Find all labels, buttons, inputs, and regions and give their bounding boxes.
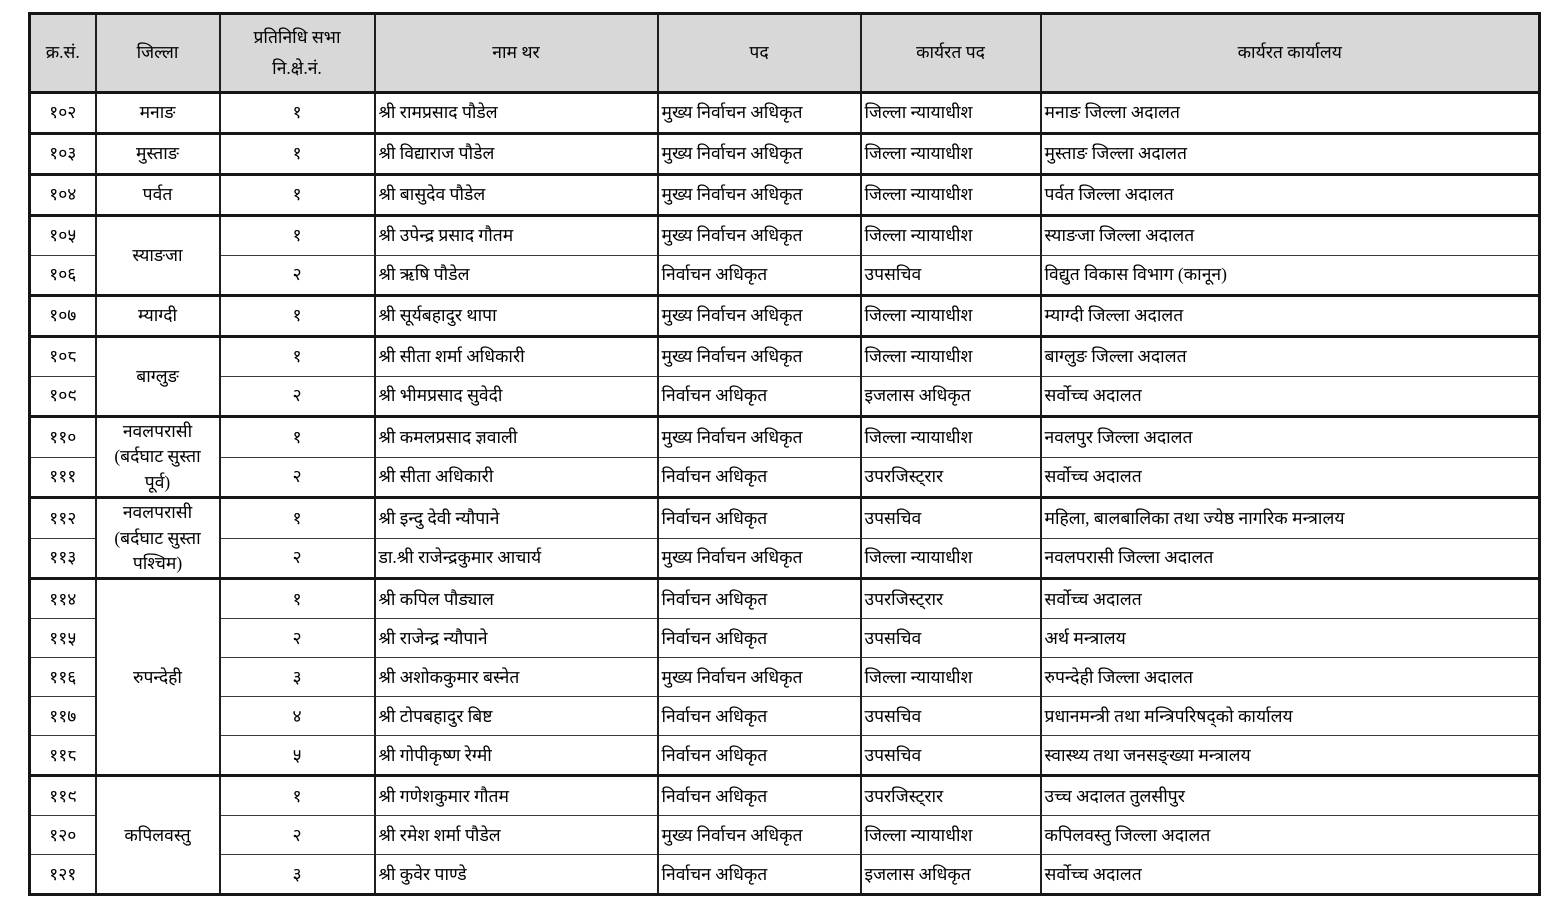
constituency-number-cell: १ (220, 337, 375, 377)
working-office-cell: बाग्लुङ जिल्ला अदालत (1041, 337, 1540, 377)
serial-number-cell: १२१ (30, 855, 96, 895)
working-office-cell: रुपन्देही जिल्ला अदालत (1041, 658, 1540, 697)
table-row (30, 776, 1540, 816)
position-cell: निर्वाचन अधिकृत (658, 619, 861, 658)
header-serial-number: क्र.सं. (30, 14, 96, 93)
table-row (30, 697, 1540, 736)
working-position-cell: जिल्ला न्यायाधीश (861, 134, 1041, 175)
working-position-cell: उपरजिस्ट्रार (861, 776, 1041, 816)
district-cell: स्याङजा (96, 216, 220, 296)
constituency-number-cell: १ (220, 579, 375, 619)
district-cell: नवलपरासी (बर्दघाट सुस्ता पूर्व) (96, 417, 220, 498)
table-row (30, 337, 1540, 377)
table-row (30, 855, 1540, 895)
district-cell: मनाङ (96, 93, 220, 134)
table-row (30, 736, 1540, 776)
working-position-cell: जिल्ला न्यायाधीश (861, 417, 1041, 458)
position-cell: मुख्य निर्वाचन अधिकृत (658, 658, 861, 697)
position-cell: निर्वाचन अधिकृत (658, 697, 861, 736)
constituency-number-cell: १ (220, 498, 375, 539)
working-position-cell: जिल्ला न्यायाधीश (861, 538, 1041, 579)
table-row (30, 134, 1540, 175)
name-cell: श्री राजेन्द्र न्यौपाने (375, 619, 658, 658)
constituency-number-cell: १ (220, 93, 375, 134)
serial-number-cell: १०४ (30, 175, 96, 216)
working-office-cell: नवलपरासी जिल्ला अदालत (1041, 538, 1540, 579)
working-office-cell: विद्युत विकास विभाग (कानून) (1041, 256, 1540, 296)
table-row (30, 538, 1540, 579)
serial-number-cell: ११५ (30, 619, 96, 658)
serial-number-cell: १०२ (30, 93, 96, 134)
header-district: जिल्ला (96, 14, 220, 93)
working-office-cell: मुस्ताङ जिल्ला अदालत (1041, 134, 1540, 175)
table-header (30, 14, 1540, 93)
position-cell: मुख्य निर्वाचन अधिकृत (658, 93, 861, 134)
constituency-number-cell: १ (220, 296, 375, 337)
constituency-number-cell: १ (220, 134, 375, 175)
district-cell: कपिलवस्तु (96, 776, 220, 895)
name-cell: श्री सीता अधिकारी (375, 457, 658, 498)
serial-number-cell: ११२ (30, 498, 96, 539)
working-position-cell: उपसचिव (861, 256, 1041, 296)
table-row (30, 498, 1540, 539)
serial-number-cell: १०६ (30, 256, 96, 296)
constituency-number-cell: २ (220, 457, 375, 498)
working-position-cell: उपसचिव (861, 619, 1041, 658)
working-position-cell: उपसचिव (861, 697, 1041, 736)
working-position-cell: इजलास अधिकृत (861, 855, 1041, 895)
name-cell: श्री कमलप्रसाद ज्ञवाली (375, 417, 658, 458)
position-cell: निर्वाचन अधिकृत (658, 377, 861, 417)
working-office-cell: महिला, बालबालिका तथा ज्येष्ठ नागरिक मन्त्रालय (1041, 498, 1540, 539)
position-cell: निर्वाचन अधिकृत (658, 457, 861, 498)
header-constituency (220, 14, 375, 93)
position-cell: मुख्य निर्वाचन अधिकृत (658, 816, 861, 855)
name-cell: श्री अशोककुमार बस्नेत (375, 658, 658, 697)
constituency-number-cell: ५ (220, 736, 375, 776)
working-position-cell: जिल्ला न्यायाधीश (861, 216, 1041, 256)
serial-number-cell: १०८ (30, 337, 96, 377)
constituency-number-cell: १ (220, 417, 375, 458)
table-row (30, 175, 1540, 216)
position-cell: निर्वाचन अधिकृत (658, 855, 861, 895)
working-position-cell: जिल्ला न्यायाधीश (861, 175, 1041, 216)
serial-number-cell: १०३ (30, 134, 96, 175)
district-cell: रुपन्देही (96, 579, 220, 776)
name-cell: श्री ऋषि पौडेल (375, 256, 658, 296)
serial-number-cell: ११३ (30, 538, 96, 579)
working-office-cell: नवलपुर जिल्ला अदालत (1041, 417, 1540, 458)
working-position-cell: जिल्ला न्यायाधीश (861, 296, 1041, 337)
working-position-cell: जिल्ला न्यायाधीश (861, 816, 1041, 855)
position-cell: मुख्य निर्वाचन अधिकृत (658, 216, 861, 256)
position-cell: मुख्य निर्वाचन अधिकृत (658, 337, 861, 377)
name-cell: श्री बासुदेव पौडेल (375, 175, 658, 216)
position-cell: मुख्य निर्वाचन अधिकृत (658, 538, 861, 579)
table-row (30, 457, 1540, 498)
working-position-cell: उपसचिव (861, 736, 1041, 776)
constituency-number-cell: १ (220, 776, 375, 816)
working-position-cell: जिल्ला न्यायाधीश (861, 337, 1041, 377)
header-name: नाम थर (375, 14, 658, 93)
serial-number-cell: १०७ (30, 296, 96, 337)
working-position-cell: उपरजिस्ट्रार (861, 579, 1041, 619)
position-cell: निर्वाचन अधिकृत (658, 579, 861, 619)
working-office-cell: उच्च अदालत तुलसीपुर (1041, 776, 1540, 816)
name-cell: श्री रमेश शर्मा पौडेल (375, 816, 658, 855)
serial-number-cell: ११० (30, 417, 96, 458)
working-office-cell: स्याङजा जिल्ला अदालत (1041, 216, 1540, 256)
district-cell: मुस्ताङ (96, 134, 220, 175)
constituency-number-cell: १ (220, 216, 375, 256)
serial-number-cell: ११६ (30, 658, 96, 697)
constituency-number-cell: २ (220, 538, 375, 579)
working-position-cell: जिल्ला न्यायाधीश (861, 658, 1041, 697)
serial-number-cell: ११७ (30, 697, 96, 736)
name-cell: श्री भीमप्रसाद सुवेदी (375, 377, 658, 417)
district-cell: नवलपरासी (बर्दघाट सुस्ता पश्चिम) (96, 498, 220, 579)
name-cell: श्री सूर्यबहादुर थापा (375, 296, 658, 337)
position-cell: निर्वाचन अधिकृत (658, 498, 861, 539)
name-cell: डा.श्री राजेन्द्रकुमार आचार्य (375, 538, 658, 579)
table-row (30, 296, 1540, 337)
position-cell: निर्वाचन अधिकृत (658, 776, 861, 816)
serial-number-cell: १२० (30, 816, 96, 855)
header-row (30, 14, 1540, 93)
constituency-number-cell: १ (220, 175, 375, 216)
name-cell: श्री इन्दु देवी न्यौपाने (375, 498, 658, 539)
name-cell: श्री कपिल पौड्याल (375, 579, 658, 619)
position-cell: मुख्य निर्वाचन अधिकृत (658, 175, 861, 216)
name-cell: श्री गोपीकृष्ण रेग्मी (375, 736, 658, 776)
name-cell: श्री विद्याराज पौडेल (375, 134, 658, 175)
header-position: पद (658, 14, 861, 93)
serial-number-cell: १०५ (30, 216, 96, 256)
name-cell: श्री रामप्रसाद पौडेल (375, 93, 658, 134)
working-position-cell: उपसचिव (861, 498, 1041, 539)
working-position-cell: जिल्ला न्यायाधीश (861, 93, 1041, 134)
header-working-position: कार्यरत पद (861, 14, 1041, 93)
constituency-number-cell: २ (220, 377, 375, 417)
constituency-number-cell: ३ (220, 855, 375, 895)
officer-table-body (30, 93, 1540, 895)
header-working-office: कार्यरत कार्यालय (1041, 14, 1540, 93)
working-office-cell: म्याग्दी जिल्ला अदालत (1041, 296, 1540, 337)
table-row (30, 377, 1540, 417)
working-office-cell: अर्थ मन्त्रालय (1041, 619, 1540, 658)
election-officer-table (28, 12, 1541, 896)
header-constituency-line1: प्रतिनिधि सभा (253, 26, 341, 47)
constituency-number-cell: २ (220, 619, 375, 658)
working-office-cell: पर्वत जिल्ला अदालत (1041, 175, 1540, 216)
constituency-number-cell: २ (220, 256, 375, 296)
table-row (30, 619, 1540, 658)
name-cell: श्री सीता शर्मा अधिकारी (375, 337, 658, 377)
serial-number-cell: १०९ (30, 377, 96, 417)
table-row (30, 579, 1540, 619)
working-position-cell: उपरजिस्ट्रार (861, 457, 1041, 498)
position-cell: निर्वाचन अधिकृत (658, 736, 861, 776)
name-cell: श्री टोपबहादुर बिष्ट (375, 697, 658, 736)
district-cell: म्याग्दी (96, 296, 220, 337)
working-office-cell: कपिलवस्तु जिल्ला अदालत (1041, 816, 1540, 855)
working-office-cell: मनाङ जिल्ला अदालत (1041, 93, 1540, 134)
working-office-cell: सर्वोच्च अदालत (1041, 377, 1540, 417)
constituency-number-cell: ३ (220, 658, 375, 697)
serial-number-cell: ११८ (30, 736, 96, 776)
working-office-cell: सर्वोच्च अदालत (1041, 855, 1540, 895)
table-row (30, 216, 1540, 256)
table-row (30, 658, 1540, 697)
serial-number-cell: ११४ (30, 579, 96, 619)
name-cell: श्री उपेन्द्र प्रसाद गौतम (375, 216, 658, 256)
table-row (30, 417, 1540, 458)
constituency-number-cell: २ (220, 816, 375, 855)
table-row (30, 256, 1540, 296)
working-office-cell: स्वास्थ्य तथा जनसङ्ख्या मन्त्रालय (1041, 736, 1540, 776)
constituency-number-cell: ४ (220, 697, 375, 736)
table-row (30, 93, 1540, 134)
serial-number-cell: ११९ (30, 776, 96, 816)
position-cell: मुख्य निर्वाचन अधिकृत (658, 417, 861, 458)
table-row (30, 816, 1540, 855)
working-position-cell: इजलास अधिकृत (861, 377, 1041, 417)
header-constituency-line2: नि.क्षे.नं. (272, 58, 322, 78)
position-cell: निर्वाचन अधिकृत (658, 256, 861, 296)
position-cell: मुख्य निर्वाचन अधिकृत (658, 134, 861, 175)
name-cell: श्री कुवेर पाण्डे (375, 855, 658, 895)
district-cell: बाग्लुङ (96, 337, 220, 417)
working-office-cell: प्रधानमन्त्री तथा मन्त्रिपरिषद्को कार्यालय (1041, 697, 1540, 736)
position-cell: मुख्य निर्वाचन अधिकृत (658, 296, 861, 337)
district-cell: पर्वत (96, 175, 220, 216)
working-office-cell: सर्वोच्च अदालत (1041, 579, 1540, 619)
name-cell: श्री गणेशकुमार गौतम (375, 776, 658, 816)
serial-number-cell: १११ (30, 457, 96, 498)
working-office-cell: सर्वोच्च अदालत (1041, 457, 1540, 498)
